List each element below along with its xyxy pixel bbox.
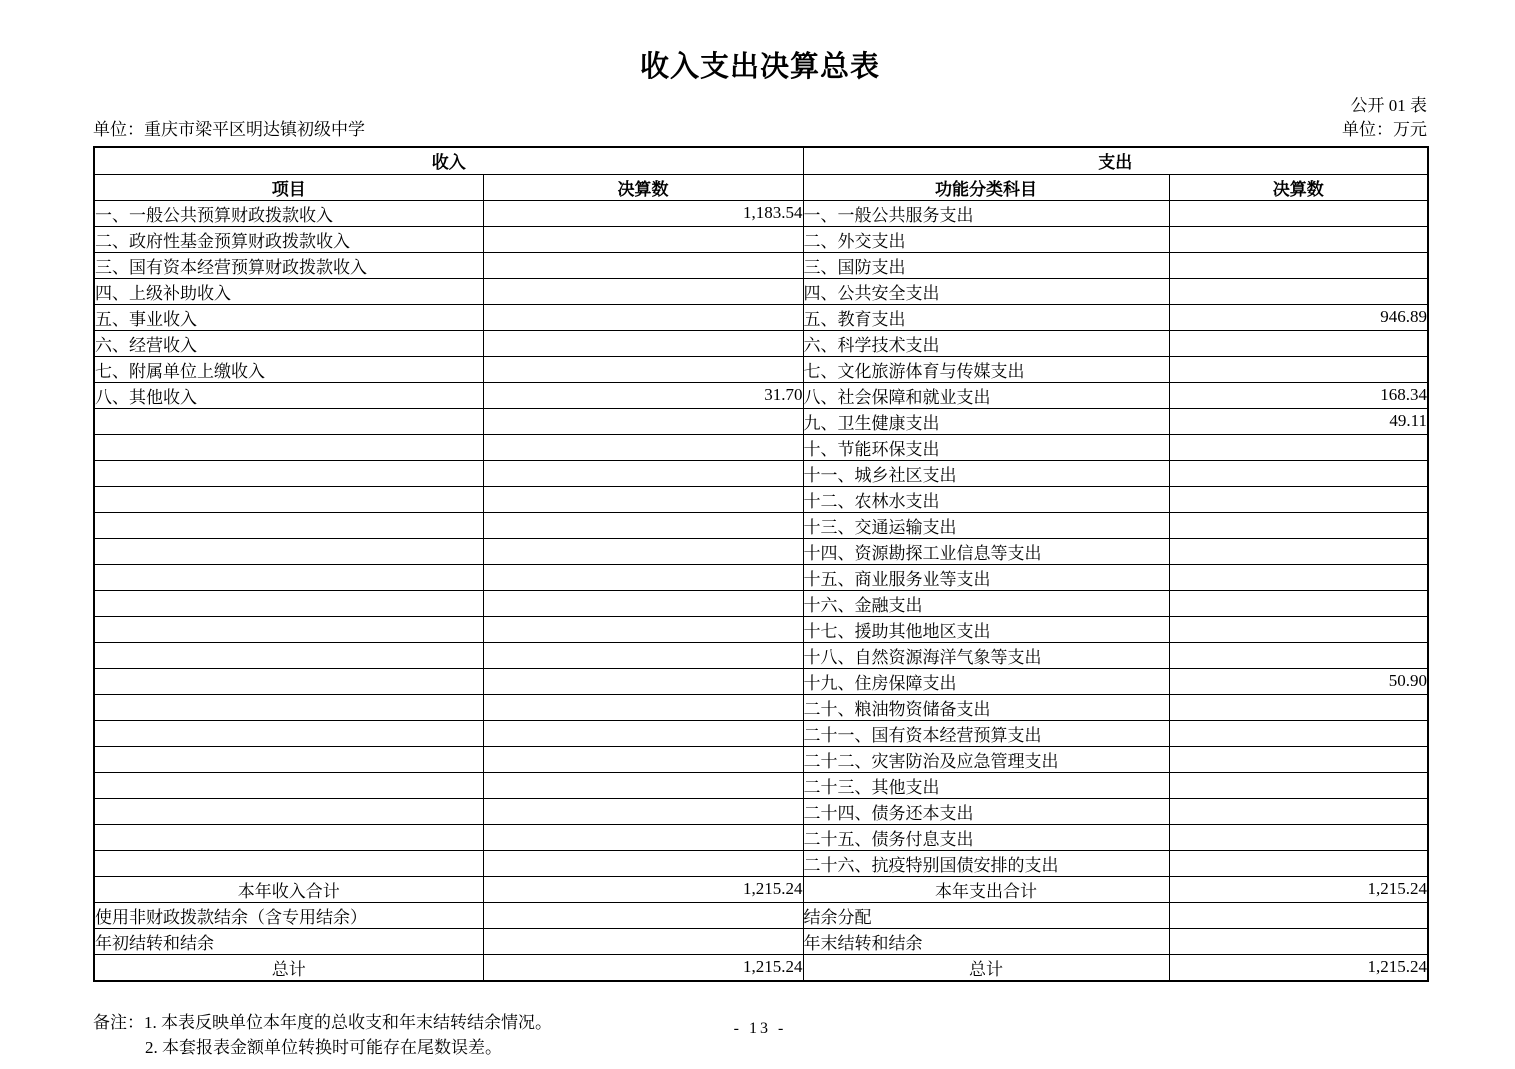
expense-item-cell: 二十四、债务还本支出 xyxy=(803,798,1169,824)
table-row xyxy=(94,746,1428,772)
expense-item-cell: 二十二、灾害防治及应急管理支出 xyxy=(803,746,1169,772)
expense-item-cell: 二、外交支出 xyxy=(803,226,1169,252)
income-item-cell xyxy=(94,486,483,512)
expense-value-cell xyxy=(1169,850,1428,876)
income-value-cell xyxy=(483,824,803,850)
income-value-cell xyxy=(483,304,803,330)
expense-item-cell: 结余分配 xyxy=(803,902,1169,928)
expense-section-header: 支出 xyxy=(803,147,1428,174)
reporting-unit-name: 单位：重庆市梁平区明达镇初级中学 xyxy=(93,120,365,139)
table-row xyxy=(94,694,1428,720)
income-value-cell xyxy=(483,746,803,772)
document-content xyxy=(93,0,1427,1060)
income-value-cell: 1,215.24 xyxy=(483,876,803,902)
income-item-cell: 使用非财政拨款结余（含专用结余） xyxy=(94,902,483,928)
expense-item-cell: 十七、援助其他地区支出 xyxy=(803,616,1169,642)
income-value-cell xyxy=(483,902,803,928)
table-row xyxy=(94,772,1428,798)
note-text-1: 1. 本表反映单位本年度的总收支和年末结转结余情况。 xyxy=(144,1012,552,1032)
expense-value-cell xyxy=(1169,694,1428,720)
income-value-cell xyxy=(483,590,803,616)
expense-value-cell xyxy=(1169,200,1428,226)
expense-item-cell: 三、国防支出 xyxy=(803,252,1169,278)
expense-item-cell: 一、一般公共服务支出 xyxy=(803,200,1169,226)
expense-value-cell xyxy=(1169,330,1428,356)
expense-item-cell: 七、文化旅游体育与传媒支出 xyxy=(803,356,1169,382)
income-value-cell xyxy=(483,512,803,538)
table-row xyxy=(94,902,1428,928)
income-value-cell xyxy=(483,668,803,694)
expense-value-cell xyxy=(1169,824,1428,850)
expense-item-cell: 十二、农林水支出 xyxy=(803,486,1169,512)
expense-item-cell: 二十五、债务付息支出 xyxy=(803,824,1169,850)
income-item-cell: 三、国有资本经营预算财政拨款收入 xyxy=(94,252,483,278)
income-item-cell xyxy=(94,772,483,798)
income-value-cell xyxy=(483,460,803,486)
income-item-cell: 七、附属单位上缴收入 xyxy=(94,356,483,382)
expense-item-cell: 八、社会保障和就业支出 xyxy=(803,382,1169,408)
income-item-cell xyxy=(94,720,483,746)
expense-item-cell: 十一、城乡社区支出 xyxy=(803,460,1169,486)
expense-value-cell xyxy=(1169,486,1428,512)
expense-item-cell: 十五、商业服务业等支出 xyxy=(803,564,1169,590)
expense-value-cell xyxy=(1169,356,1428,382)
table-row xyxy=(94,460,1428,486)
page-number: - 13 - xyxy=(733,1020,787,1037)
expense-item-cell: 六、科学技术支出 xyxy=(803,330,1169,356)
table-row xyxy=(94,382,1428,408)
expense-item-cell: 十三、交通运输支出 xyxy=(803,512,1169,538)
column-header-income-item: 项目 xyxy=(94,174,483,200)
expense-value-cell xyxy=(1169,616,1428,642)
income-item-cell: 一、一般公共预算财政拨款收入 xyxy=(94,200,483,226)
income-item-cell xyxy=(94,798,483,824)
expense-value-cell xyxy=(1169,538,1428,564)
expense-item-cell: 总计 xyxy=(803,954,1169,981)
table-row xyxy=(94,850,1428,876)
table-row xyxy=(94,564,1428,590)
income-expenditure-table xyxy=(93,146,1429,982)
expense-item-cell: 二十一、国有资本经营预算支出 xyxy=(803,720,1169,746)
expense-item-cell: 九、卫生健康支出 xyxy=(803,408,1169,434)
income-item-cell xyxy=(94,746,483,772)
expense-value-cell xyxy=(1169,798,1428,824)
column-header-expense-item: 功能分类科目 xyxy=(803,174,1169,200)
column-header-income-amount: 决算数 xyxy=(483,174,803,200)
table-row xyxy=(94,616,1428,642)
income-item-cell xyxy=(94,850,483,876)
income-value-cell xyxy=(483,538,803,564)
expense-value-cell: 50.90 xyxy=(1169,668,1428,694)
expense-value-cell: 49.11 xyxy=(1169,408,1428,434)
income-value-cell xyxy=(483,408,803,434)
income-value-cell xyxy=(483,252,803,278)
income-value-cell xyxy=(483,434,803,460)
expense-item-cell: 二十三、其他支出 xyxy=(803,772,1169,798)
expense-item-cell: 四、公共安全支出 xyxy=(803,278,1169,304)
table-row xyxy=(94,928,1428,954)
expense-item-cell: 十、节能环保支出 xyxy=(803,434,1169,460)
expense-value-cell xyxy=(1169,902,1428,928)
income-item-cell: 六、经营收入 xyxy=(94,330,483,356)
income-item-cell: 本年收入合计 xyxy=(94,876,483,902)
income-value-cell: 31.70 xyxy=(483,382,803,408)
expense-item-cell: 二十六、抗疫特别国债安排的支出 xyxy=(803,850,1169,876)
table-row xyxy=(94,512,1428,538)
table-row xyxy=(94,954,1428,981)
column-header-expense-amount: 决算数 xyxy=(1169,174,1428,200)
income-item-cell xyxy=(94,460,483,486)
expense-item-cell: 十八、自然资源海洋气象等支出 xyxy=(803,642,1169,668)
income-item-cell xyxy=(94,642,483,668)
currency-unit-label: 单位：万元 xyxy=(1342,120,1427,139)
table-row xyxy=(94,668,1428,694)
income-item-cell xyxy=(94,590,483,616)
notes-label: 备注： xyxy=(93,1012,144,1032)
table-row xyxy=(94,356,1428,382)
income-item-cell: 二、政府性基金预算财政拨款收入 xyxy=(94,226,483,252)
table-row xyxy=(94,200,1428,226)
table-row xyxy=(94,252,1428,278)
expense-value-cell xyxy=(1169,278,1428,304)
table-row xyxy=(94,408,1428,434)
income-item-cell xyxy=(94,824,483,850)
expense-item-cell: 十四、资源勘探工业信息等支出 xyxy=(803,538,1169,564)
income-item-cell xyxy=(94,616,483,642)
table-row xyxy=(94,330,1428,356)
table-row xyxy=(94,876,1428,902)
income-value-cell: 1,215.24 xyxy=(483,954,803,981)
expense-value-cell: 168.34 xyxy=(1169,382,1428,408)
page-title: 收入支出决算总表 xyxy=(639,51,880,83)
income-value-cell: 1,183.54 xyxy=(483,200,803,226)
income-item-cell xyxy=(94,694,483,720)
expense-value-cell xyxy=(1169,642,1428,668)
income-value-cell xyxy=(483,330,803,356)
income-value-cell xyxy=(483,278,803,304)
income-item-cell xyxy=(94,512,483,538)
table-row xyxy=(94,642,1428,668)
expense-value-cell: 946.89 xyxy=(1169,304,1428,330)
table-group-header-row xyxy=(94,147,1428,174)
table-code: 公开 01 表 xyxy=(1350,96,1427,115)
table-row xyxy=(94,226,1428,252)
table-column-header-row xyxy=(94,174,1428,200)
expense-value-cell xyxy=(1169,928,1428,954)
table-row xyxy=(94,486,1428,512)
expense-value-cell xyxy=(1169,746,1428,772)
table-row xyxy=(94,798,1428,824)
table-row xyxy=(94,538,1428,564)
expense-value-cell xyxy=(1169,564,1428,590)
expense-value-cell: 1,215.24 xyxy=(1169,876,1428,902)
expense-item-cell: 本年支出合计 xyxy=(803,876,1169,902)
income-value-cell xyxy=(483,850,803,876)
income-value-cell xyxy=(483,720,803,746)
income-item-cell: 五、事业收入 xyxy=(94,304,483,330)
table-row xyxy=(94,278,1428,304)
expense-item-cell: 十九、住房保障支出 xyxy=(803,668,1169,694)
expense-value-cell: 1,215.24 xyxy=(1169,954,1428,981)
income-value-cell xyxy=(483,642,803,668)
table-body xyxy=(94,200,1428,981)
income-value-cell xyxy=(483,226,803,252)
income-item-cell xyxy=(94,668,483,694)
income-item-cell xyxy=(94,434,483,460)
income-item-cell xyxy=(94,408,483,434)
income-item-cell: 八、其他收入 xyxy=(94,382,483,408)
expense-value-cell xyxy=(1169,590,1428,616)
table-row xyxy=(94,434,1428,460)
income-value-cell xyxy=(483,616,803,642)
income-value-cell xyxy=(483,356,803,382)
income-value-cell xyxy=(483,772,803,798)
income-value-cell xyxy=(483,486,803,512)
income-item-cell xyxy=(94,538,483,564)
table-row xyxy=(94,590,1428,616)
table-row xyxy=(94,720,1428,746)
table-row xyxy=(94,824,1428,850)
expense-item-cell: 五、教育支出 xyxy=(803,304,1169,330)
income-section-header: 收入 xyxy=(94,147,803,174)
expense-value-cell xyxy=(1169,512,1428,538)
expense-value-cell xyxy=(1169,252,1428,278)
income-item-cell xyxy=(94,564,483,590)
note-text-2: 2. 本套报表金额单位转换时可能存在尾数误差。 xyxy=(145,1037,502,1057)
income-value-cell xyxy=(483,564,803,590)
expense-value-cell xyxy=(1169,460,1428,486)
expense-item-cell: 十六、金融支出 xyxy=(803,590,1169,616)
income-value-cell xyxy=(483,798,803,824)
income-value-cell xyxy=(483,694,803,720)
income-item-cell: 年初结转和结余 xyxy=(94,928,483,954)
expense-value-cell xyxy=(1169,772,1428,798)
income-item-cell: 总计 xyxy=(94,954,483,981)
expense-item-cell: 年末结转和结余 xyxy=(803,928,1169,954)
expense-item-cell: 二十、粮油物资储备支出 xyxy=(803,694,1169,720)
expense-value-cell xyxy=(1169,720,1428,746)
income-value-cell xyxy=(483,928,803,954)
expense-value-cell xyxy=(1169,226,1428,252)
table-row xyxy=(94,304,1428,330)
expense-value-cell xyxy=(1169,434,1428,460)
units-line xyxy=(93,120,1427,139)
income-item-cell: 四、上级补助收入 xyxy=(94,278,483,304)
